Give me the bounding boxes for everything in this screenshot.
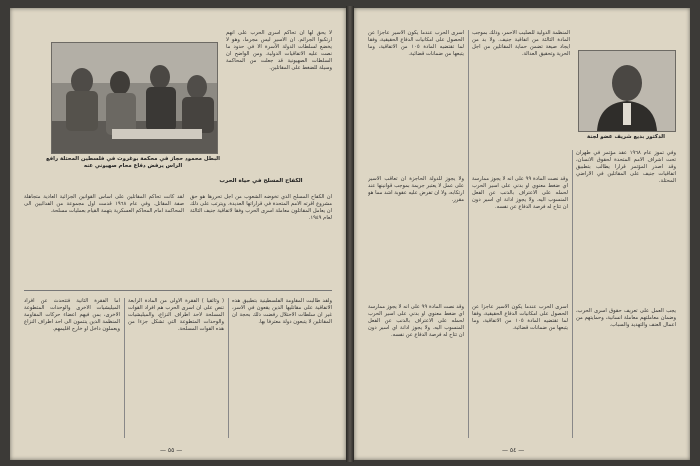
left-col-separator-1	[228, 298, 229, 438]
right-page	[354, 8, 690, 460]
portrait-photo-image	[579, 51, 675, 131]
right-column-outer-bottom: يجب العمل على تعريف حقوق اسرى الحرب، وضمان معاملتهم معاملة انسانية، وحمايتهم من اعمال العنف والتهديد والسباب.	[576, 308, 676, 329]
right-column-inner-bottom: وقد نصت المادة ٩٩ على انه لا يجوز ممارسة اي ضغط معنوي او بدني على اسير الحرب لحمله على الاعتراف بالذنب عن الفعل المنسوب اليه. ولا يجوز ادانة اي اسير دون ان تتاح له فرصة الدفاع عن نفسه.	[368, 304, 464, 339]
left-page	[10, 8, 346, 460]
right-page-number: — ٥٤ —	[502, 447, 525, 454]
left-column-bottom-left: اما الفقرة الثانية فتتحدث عن افراد الميليشيات الاخرى والوحدات المتطوعة الاخرى، بمن فيهم اعضاء حركات المقاومة المنظمة الذين ينتمون الى احد اطراف النزاع ويعملون داخل او خارج اقليمهم.	[24, 298, 120, 333]
right-col-separator-1	[468, 30, 469, 438]
left-column-mid-right: ان الكفاح المسلح الذي تخوضه الشعوب من اجل تحررها هو حق مشروع اقرته الامم المتحدة في قراراتها العديدة. ويترتب على ذلك ان يعامل المقاتلون معاملة اسرى الحرب وفقا لاتفاقية جنيف الثالثة لعام ١٩٤٩.	[190, 194, 332, 222]
left-col-separator-2	[124, 298, 125, 438]
left-photo-caption: البطل محمود حجاز في محكمة بوغروت في فلسطين المحتلة رافع الراس يرفض دفاع محام صهيوني عنه	[45, 156, 221, 170]
left-column-top-right: لا يحق لها ان تحاكم اسرى الحرب على انهم ارتكبوا الجرائم. ان الاسير ليس مجرما، وهو لا يخضع لسلطات الدولة الآسرة الا في حدود ما نصت عليه الاتفاقيات الدولية. ومن الواضح ان السلطات الصهيونية قد جعلت من المحاكمة وسيلة للضغط على المقاتلين.	[226, 30, 332, 72]
right-column-center-top: المنظمة الدولية للصليب الاحمر، وذلك بموجب المادة الثالثة من اتفاقية جنيف. ولا بد من ايجاد صيغة تضمن حماية المقاتلين من اجل الحرية وتحقيق العدالة.	[472, 30, 570, 58]
right-column-inner-top: اسرى الحرب عندما يكون الاسير عاجزا عن الحصول على امكانيات الدفاع الحقيقية، وفقا لما تقتضيه المادة ١٠٥ من الاتفاقية، وما يتبعها من ضمانات قضائية.	[368, 30, 464, 58]
left-column-mid-left: لقد كانت تحاكم المقاتلين على اساس القوانين الجزائية العادية متجاهلة صفة المقاتل. وفي عام ١٩٦٨ قدمت اول مجموعة من الفدائيين الى المحاكمة امام المحاكم العسكرية بتهمة القيام بعمليات مسلحة.	[24, 194, 184, 215]
left-column-bottom-middle: ( وثائقيا ) الفقرة الاولى من المادة الرابعة تنص على ان اسرى الحرب هم افراد القوات المسلحة لاحد اطراف النزاع، والميليشيات والوحدات المتطوعة التي تشكل جزءا من هذه القوات المسلحة.	[128, 298, 224, 333]
right-column-outer-mid: وفي تموز عام ١٩٦٨ عقد مؤتمر في طهران تحت اشراف الامم المتحدة لحقوق الانسان، وقد اصدر المؤتمر قرارا يطالب بتطبيق اتفاقيات جنيف على المقاتلين في الاراضي المحتلة.	[576, 150, 676, 185]
book-spine	[346, 6, 354, 462]
left-page-number: — ٥٥ —	[160, 447, 183, 454]
left-column-bottom-right: ولقد طالبت المقاومة الفلسطينية بتطبيق هذه الاتفاقية على مقاتليها الذين يقعون في الاسر، غير ان سلطات الاحتلال رفضت ذلك بحجة ان المقاتلين لا يتبعون دولة معترفا بها.	[232, 298, 332, 326]
courtroom-photo-image	[52, 43, 217, 153]
right-column-center-bottom: اسرى الحرب عندما يكون الاسير عاجزا عن الحصول على امكانيات الدفاع الحقيقية، وفقا لما تقتضيه المادة ١٠٥ من الاتفاقية، وما يتبعها من ضمانات قضائية.	[472, 304, 568, 332]
right-column-center-mid: وقد نصت المادة ٩٩ على انه لا يجوز ممارسة اي ضغط معنوي او بدني على اسير الحرب لحمله على الاعتراف بالذنب عن الفعل المنسوب اليه. ولا يجوز ادانة اي اسير دون ان تتاح له فرصة الدفاع عن نفسه.	[472, 176, 568, 211]
right-photo-caption: الدكتور بديع شريف عضو لجنة	[586, 134, 665, 140]
right-column-inner-mid: ولا يجوز للدولة الحاجزة ان تعاقب الاسير على عمل لا يعتبر جريمة بموجب قوانينها عند ارتكابه، ولا ان تفرض عليه عقوبة اشد مما هو مقرر.	[368, 176, 464, 204]
right-col-separator-2	[572, 150, 573, 438]
left-page-divider	[24, 290, 332, 291]
left-page-heading: الكفاح المسلح في حياة الحرب	[219, 178, 303, 184]
portrait-photo	[578, 50, 676, 132]
courtroom-photo	[51, 42, 218, 154]
